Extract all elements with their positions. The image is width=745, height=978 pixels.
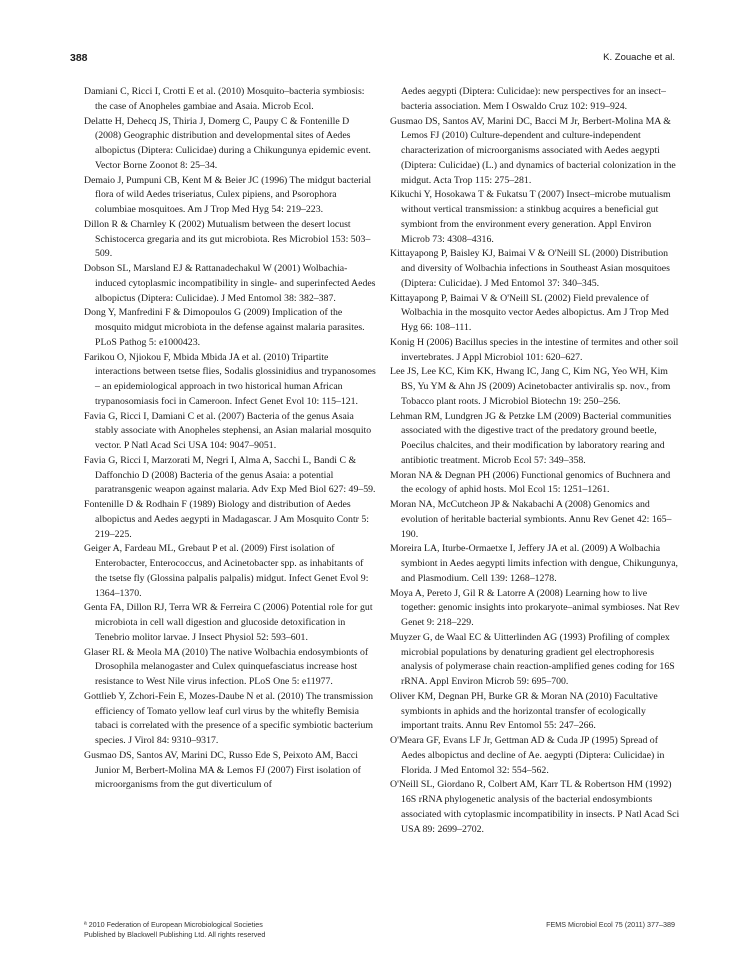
reference-entry: Farikou O, Njiokou F, Mbida Mbida JA et al. (2010) Tripartite interactions between tsetse flies, Sodalis glossinidius and trypanosomes – an epidemiological approach in two historical human African trypanosomiasis foci in Cameroon. Infect Genet Evol 10: 115–121.: [84, 351, 376, 407]
page-number: 388: [70, 52, 88, 64]
reference-entry: Damiani C, Ricci I, Crotti E et al. (2010) Mosquito–bacteria symbiosis: the case of Anopheles gambiae and Asaia. Microb Ecol.: [84, 86, 365, 112]
reference-entry: Moya A, Pereto J, Gil R & Latorre A (2008) Learning how to live together: genomic insights into prokaryote–animal symbioses. Nat Rev Genet 9: 218–229.: [390, 587, 680, 628]
reference-entry: Moran NA & Degnan PH (2006) Functional genomics of Buchnera and the ecology of aphid hosts. Mol Ecol 15: 1251–1261.: [390, 469, 671, 496]
reference-entry: Dillon R & Charnley K (2002) Mutualism between the desert locust Schistocerca gregaria and its gut microbiota. Res Microbiol 153: 503–509.: [84, 218, 371, 260]
reference-entry: Favia G, Ricci I, Marzorati M, Negri I, Alma A, Sacchi L, Bandi C & Daffonchio D (2008) Bacteria of the genus Asaia: a potential paratransgenic weapon against malaria. Adv Exp Med Biol 627: 49–59.: [84, 454, 376, 496]
reference-entry: Kittayapong P, Baimai V & O'Neill SL (2002) Field prevalence of Wolbachia in the mosquito vector Aedes albopictus. Am J Trop Med Hyg 66: 108–111.: [390, 292, 669, 333]
reference-entry: Fontenille D & Rodhain F (1989) Biology and distribution of Aedes albopictus and Aedes aegypti in Madagascar. J Am Mosquito Contr 5: 219–225.: [84, 499, 370, 540]
reference-entry: Moreira LA, Iturbe-Ormaetxe I, Jeffery JA et al. (2009) A Wolbachia symbiont in Aedes aegypti limits infection with dengue, Chikungunya, and Plasmodium. Cell 139: 1268–1278.: [390, 543, 679, 584]
reference-entry: Delatte H, Dehecq JS, Thiria J, Domerg C, Paupy C & Fontenille D (2008) Geographic distribution and developmental sites of Aedes albopictus (Diptera: Culicidae) during a Chikungunya epidemic event. Vector Borne Zoonot 8: 25–34.: [84, 115, 371, 171]
reference-entry: Gusmao DS, Santos AV, Marini DC, Bacci M Jr, Berbert-Molina MA & Lemos FJ (2010) Culture-dependent and culture-independent characterization of microorganisms associated with Aedes aegypti (Diptera: Culicidae) (L.) and dynamics of bacterial colonization in the midgut. Acta Trop 115: 275–281.: [390, 115, 676, 186]
reference-entry: Geiger A, Fardeau ML, Grebaut P et al. (2009) First isolation of Enterobacter, Enterococcus, and Acinetobacter spp. as inhabitants of the tsetse fly (Glossina palpalis palpalis) midgut. Infect Genet Evol 9: 1364–1370.: [84, 543, 369, 599]
reference-entry-continued: Aedes aegypti (Diptera: Culicidae): new perspectives for an insect–bacteria association. Mem I Oswaldo Cruz 102: 919–924.: [401, 86, 666, 112]
reference-entry: Lee JS, Lee KC, Kim KK, Hwang IC, Jang C, Kim NG, Yeo WH, Kim BS, Yu YM & Ahn JS (2009) Acinetobacter antiviralis sp. nov., from Tobacco plant roots. J Microbiol Biotechn 19: 250–256.: [390, 366, 671, 407]
page-header: [70, 52, 675, 66]
reference-entry: Kikuchi Y, Hosokawa T & Fukatsu T (2007) Insect–microbe mutualism without vertical transmission: a stinkbug acquires a beneficial gut symbiont from the environment every generation. Appl Environ Microb 73: 4308–4316.: [390, 189, 671, 245]
reference-entry: Gottlieb Y, Zchori-Fein E, Mozes-Daube N et al. (2010) The transmission efficiency of Tomato yellow leaf curl virus by the whitefly Bemisia tabaci is correlated with the presence of a specific symbiotic bacterium species. J Virol 84: 9310–9317.: [84, 690, 374, 746]
reference-entry: Favia G, Ricci I, Damiani C et al. (2007) Bacteria of the genus Asaia stably associate with Anopheles stephensi, an Asian malarial mosquito vector. P Natl Acad Sci USA 104: 9047–9051.: [84, 410, 372, 451]
reference-entry: Glaser RL & Meola MA (2010) The native Wolbachia endosymbionts of Drosophila melanogaster and Culex quinquefasciatus increase host resistance to West Nile virus infection. PLoS One 5: e11977.: [84, 646, 369, 687]
reference-entry: Genta FA, Dillon RJ, Terra WR & Ferreira C (2006) Potential role for gut microbiota in cell wall digestion and glucoside detoxification in Tenebrio molitor larvae. J Insect Physiol 52: 593–601.: [84, 602, 373, 643]
reference-entry: Konig H (2006) Bacillus species in the intestine of termites and other soil invertebrates. J Appl Microbiol 101: 620–627.: [390, 336, 679, 363]
reference-entry: Moran NA, McCutcheon JP & Nakabachi A (2008) Genomics and evolution of heritable bacterial symbionts. Annu Rev Genet 42: 165–190.: [390, 499, 672, 540]
references-column-left: [84, 85, 376, 793]
publisher-line: Published by Blackwell Publishing Ltd. All rights reserved: [84, 929, 266, 939]
reference-entry: Dobson SL, Marsland EJ & Rattanadechakul W (2001) Wolbachia-induced cytoplasmic incompatibility in single- and superinfected Aedes albopictus (Diptera: Culicidae). J Med Entomol 38: 382–387.: [84, 263, 376, 304]
reference-entry: Muyzer G, de Waal EC & Uitterlinden AG (1993) Profiling of complex microbial populations by denaturing gradient gel electrophoresis analysis of polymerase chain reaction-amplified genes coding for 16S rRNA. Appl Environ Microb 59: 695–700.: [390, 631, 675, 687]
reference-entry: O'Meara GF, Evans LF Jr, Gettman AD & Cuda JP (1995) Spread of Aedes albopictus and decline of Ae. aegypti (Diptera: Culicidae) in Florida. J Med Entomol 32: 554–562.: [390, 735, 665, 776]
journal-citation: FEMS Microbiol Ecol 75 (2011) 377–389: [546, 920, 675, 929]
reference-entry: Kittayapong P, Baisley KJ, Baimai V & O'Neill SL (2000) Distribution and diversity of Wolbachia infections in Southeast Asian mosquitoes (Diptera: Culicidae). J Med Entomol 37: 340–345.: [390, 248, 670, 289]
reference-entry: Lehman RM, Lundgren JG & Petzke LM (2009) Bacterial communities associated with the digestive tract of the predatory ground beetle, Poecilus chalcites, and their modification by laboratory rearing and antibiotic treatment. Microb Ecol 57: 349–358.: [390, 410, 672, 466]
reference-entry: Oliver KM, Degnan PH, Burke GR & Moran NA (2010) Facultative symbionts in aphids and the horizontal transfer of ecologically important traits. Annu Rev Entomol 55: 247–266.: [390, 690, 658, 732]
reference-entry: Dong Y, Manfredini F & Dimopoulos G (2009) Implication of the mosquito midgut microbiota in the defense against malaria parasites. PLoS Pathog 5: e1000423.: [84, 307, 365, 348]
reference-entry: Demaio J, Pumpuni CB, Kent M & Beier JC (1996) The midgut bacterial flora of wild Aedes triseriatus, Culex pipiens, and Psorophora columbiae mosquitoes. Am J Trop Med Hyg 54: 219–223.: [84, 174, 372, 215]
copyright-line: ª 2010 Federation of European Microbiological Societies: [84, 920, 263, 929]
running-head: K. Zouache et al.: [603, 52, 675, 63]
copyright-notice: [84, 920, 265, 939]
references-column-right: [390, 85, 682, 837]
reference-entry: O'Neill SL, Giordano R, Colbert AM, Karr TL & Robertson HM (1992) 16S rRNA phylogenetic analysis of the bacterial endosymbionts associated with cytoplasmic incompatibility in insects. P Natl Acad Sci USA 89: 2699–2702.: [390, 779, 680, 835]
reference-entry: Gusmao DS, Santos AV, Marini DC, Russo Ede S, Peixoto AM, Bacci Junior M, Berbert-Molina MA & Lemos FJ (2007) First isolation of microorganisms from the gut diverticulum of: [84, 749, 361, 791]
